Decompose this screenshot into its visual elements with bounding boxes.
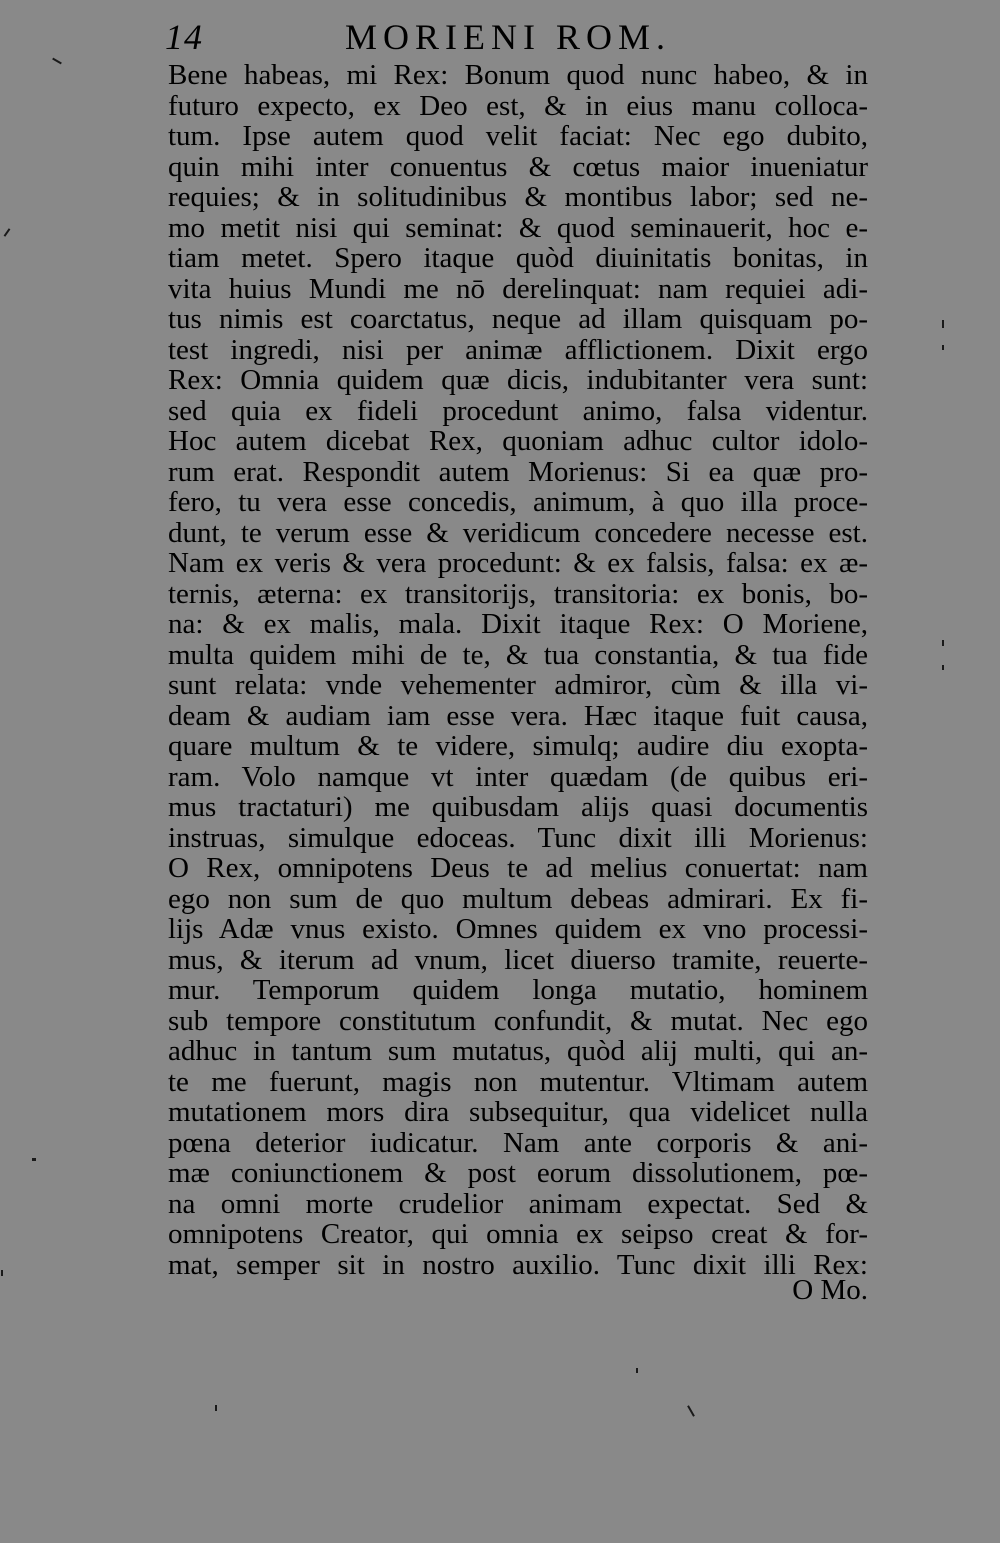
scan-speck xyxy=(52,58,62,65)
text-line: multa quidem mihi de te, & tua constantia, & tua fide xyxy=(168,639,868,670)
text-line: fero, tu vera esse concedis, animum, à quo illa proce- xyxy=(168,487,868,518)
text-line: tus nimis est coarctatus, neque ad illam quisquam po- xyxy=(168,304,868,335)
text-line: sunt relata: vnde vehementer admiror, cùm & illa vi- xyxy=(168,670,868,701)
text-line: Rex: Omnia quidem quæ dicis, indubitanter vera sunt: xyxy=(168,365,868,396)
text-line: pœna deterior iudicatur. Nam ante corporis & ani- xyxy=(168,1127,868,1158)
scan-speck xyxy=(215,1405,217,1411)
scan-speck xyxy=(942,640,944,646)
text-line: tiam metet. Spero itaque quòd diuinitatis bonitas, in xyxy=(168,243,868,274)
text-line: mo metit nisi qui seminat: & quod seminauerit, hoc e- xyxy=(168,212,868,243)
text-line: mat, semper sit in nostro auxilio. Tunc dixit illi Rex: xyxy=(168,1249,868,1280)
scan-speck xyxy=(1,1270,3,1276)
catchword: O Mo. xyxy=(792,1274,868,1306)
text-line: Bene habeas, mi Rex: Bonum quod nunc habeo, & in xyxy=(168,60,868,91)
text-line: ternis, æterna: ex transitorijs, transitoria: ex bonis, bo- xyxy=(168,578,868,609)
scan-speck xyxy=(942,320,944,328)
text-line: futuro expecto, ex Deo est, & in eius manu colloca- xyxy=(168,90,868,121)
text-line: rum erat. Respondit autem Morienus: Si ea quæ pro- xyxy=(168,456,868,487)
scan-speck xyxy=(4,228,11,237)
page-number: 14 xyxy=(165,17,203,57)
text-line: ego non sum de quo multum debeas admirari. Ex fi- xyxy=(168,883,868,914)
scan-speck xyxy=(636,1368,638,1373)
text-line: Hoc autem dicebat Rex, quoniam adhuc cultor idolo- xyxy=(168,426,868,457)
page-header xyxy=(165,16,865,66)
text-line: mur. Temporum quidem longa mutatio, hominem xyxy=(168,975,868,1006)
text-line: deam & audiam iam esse vera. Hæc itaque fuit causa, xyxy=(168,700,868,731)
text-line: mus tractaturi) me quibusdam alijs quasi documentis xyxy=(168,792,868,823)
text-line: te me fuerunt, magis non mutentur. Vltimam autem xyxy=(168,1066,868,1097)
text-line: ram. Volo namque vt inter quædam (de quibus eri- xyxy=(168,761,868,792)
text-line: Nam ex veris & vera procedunt: & ex falsis, falsa: ex æ- xyxy=(168,548,868,579)
text-line: quin mihi inter conuentus & cœtus maior inueniatur xyxy=(168,151,868,182)
text-line: na omni morte crudelior animam expectat. Sed & xyxy=(168,1188,868,1219)
text-line: sub tempore constitutum confundit, & mutat. Nec ego xyxy=(168,1005,868,1036)
text-line: na: & ex malis, mala. Dixit itaque Rex: O Moriene, xyxy=(168,609,868,640)
text-line: lijs Adæ vnus existo. Omnes quidem ex vno processi- xyxy=(168,914,868,945)
text-line: test ingredi, nisi per animæ afflictionem. Dixit ergo xyxy=(168,334,868,365)
scan-speck xyxy=(32,1158,36,1161)
text-line: vita huius Mundi me nō derelinquat: nam requiei adi- xyxy=(168,273,868,304)
text-line: sed quia ex fideli procedunt animo, falsa videntur. xyxy=(168,395,868,426)
text-line: omnipotens Creator, qui omnia ex seipso creat & for- xyxy=(168,1219,868,1250)
text-line: tum. Ipse autem quod velit faciat: Nec ego dubito, xyxy=(168,121,868,152)
body-text xyxy=(168,60,868,1280)
text-line: mutationem mors dira subsequitur, qua videlicet nulla xyxy=(168,1097,868,1128)
text-line: quare multum & te videre, simulq; audire diu exopta- xyxy=(168,731,868,762)
text-line: mæ coniunctionem & post eorum dissolutionem, pœ- xyxy=(168,1158,868,1189)
text-line: instruas, simulque edoceas. Tunc dixit illi Morienus: xyxy=(168,822,868,853)
text-line: mus, & iterum ad vnum, licet diuerso tramite, reuerte- xyxy=(168,944,868,975)
running-head: MORIENI ROM. xyxy=(345,17,672,57)
text-line: O Rex, omnipotens Deus te ad melius conuertat: nam xyxy=(168,853,868,884)
text-line: dunt, te verum esse & veridicum concedere necesse est. xyxy=(168,517,868,548)
scan-speck xyxy=(942,345,944,350)
scan-speck xyxy=(687,1405,695,1416)
scan-speck xyxy=(942,665,944,670)
text-line: requies; & in solitudinibus & montibus labor; sed ne- xyxy=(168,182,868,213)
text-line: adhuc in tantum sum mutatus, quòd alij multi, qui an- xyxy=(168,1036,868,1067)
